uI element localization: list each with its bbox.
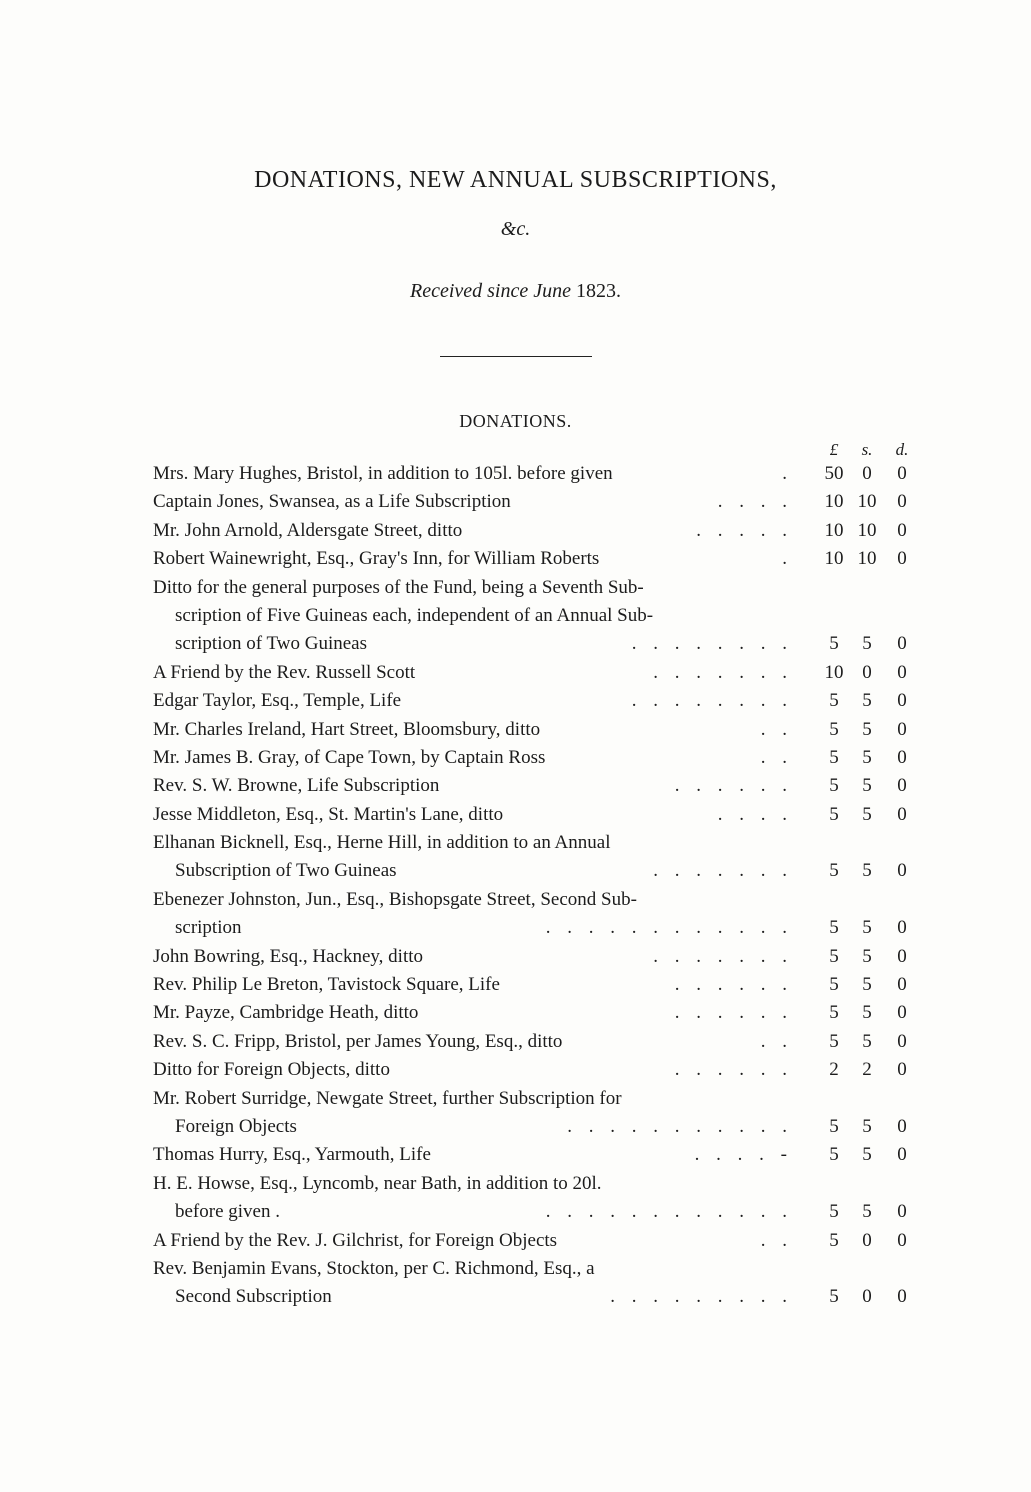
- pounds-amount: 5: [829, 775, 839, 797]
- donation-entry: [0, 1227, 1031, 1255]
- pence-amount: 0: [897, 1115, 907, 1137]
- entry-line: [0, 545, 1031, 573]
- leader-dots: . .: [760, 746, 793, 768]
- shillings-header: s.: [861, 440, 873, 459]
- entry-line: [0, 460, 1031, 488]
- pence-amount: 0: [897, 945, 907, 967]
- donation-entry: [0, 1085, 1031, 1142]
- entry-line: [0, 999, 1031, 1027]
- leader-dots: . . . . . . . . . . . .: [545, 1201, 793, 1223]
- leader-dots: . . . . .: [696, 519, 793, 541]
- leader-dots: . . . . . .: [674, 1059, 793, 1081]
- entry-text: Foreign Objects: [175, 1115, 297, 1137]
- shillings-amount: 5: [862, 1030, 872, 1052]
- pence-amount: 0: [897, 718, 907, 740]
- shillings-amount: 10: [857, 491, 877, 513]
- shillings-amount: 5: [862, 690, 872, 712]
- entry-line: [0, 574, 1031, 602]
- entry-text: Mr. Robert Surridge, Newgate Street, further Subscription for: [153, 1087, 622, 1109]
- shillings-amount: 5: [862, 1144, 872, 1166]
- entry-line: [0, 716, 1031, 744]
- donation-entry: [0, 772, 1031, 800]
- donation-entry: [0, 1028, 1031, 1056]
- donation-entry: [0, 488, 1031, 516]
- entry-text: Mr. Charles Ireland, Hart Street, Bloomsbury, ditto: [153, 718, 541, 740]
- entry-text: Rev. Philip Le Breton, Tavistock Square, Life: [153, 974, 500, 996]
- pence-amount: 0: [897, 746, 907, 768]
- entry-text: Thomas Hurry, Esq., Yarmouth, Life: [153, 1144, 431, 1166]
- entry-text: Jesse Middleton, Esq., St. Martin's Lane, ditto: [153, 803, 504, 825]
- entry-text: John Bowring, Esq., Hackney, ditto: [153, 945, 424, 967]
- pounds-amount: 10: [824, 548, 844, 570]
- entry-text: Mrs. Mary Hughes, Bristol, in addition to 105l. before given: [153, 463, 613, 484]
- pence-amount: 0: [897, 803, 907, 825]
- entry-line: [0, 914, 1031, 942]
- pence-amount: 0: [897, 917, 907, 939]
- donation-entry: [0, 716, 1031, 744]
- leader-dots: . . . . . . .: [653, 945, 793, 967]
- pence-amount: 0: [897, 775, 907, 797]
- pence-amount: 0: [897, 519, 907, 541]
- pence-amount: 0: [897, 1201, 907, 1223]
- pence-amount: 0: [897, 860, 907, 882]
- entry-line: [0, 602, 1031, 630]
- entry-text: Rev. S. W. Browne, Life Subscription: [153, 775, 440, 797]
- section-title: DONATIONS.: [459, 411, 572, 431]
- donation-entry: [0, 999, 1031, 1027]
- entry-line: [0, 630, 1031, 658]
- leader-dots: .: [782, 463, 793, 484]
- leader-dots: . . . . -: [694, 1144, 793, 1166]
- shillings-amount: 5: [862, 775, 872, 797]
- shillings-amount: 5: [862, 803, 872, 825]
- leader-dots: . . . . . . . . .: [610, 1286, 793, 1308]
- entry-text: Rev. S. C. Fripp, Bristol, per James Young, Esq., ditto: [153, 1030, 563, 1052]
- entry-text: Elhanan Bicknell, Esq., Herne Hill, in addition to an Annual: [153, 832, 611, 854]
- entry-line: [0, 943, 1031, 971]
- pence-amount: 0: [897, 1002, 907, 1024]
- leader-dots: .: [782, 548, 793, 570]
- entry-text: Mr. John Arnold, Aldersgate Street, ditto: [153, 519, 463, 541]
- shillings-amount: 0: [862, 463, 872, 484]
- entry-line: [0, 1113, 1031, 1141]
- entry-line: [0, 1198, 1031, 1226]
- donation-entry: [0, 545, 1031, 573]
- shillings-amount: 5: [862, 974, 872, 996]
- pounds-amount: 5: [829, 1144, 839, 1166]
- pence-header: d.: [895, 440, 909, 459]
- entry-line: [0, 1028, 1031, 1056]
- pounds-amount: 10: [824, 519, 844, 541]
- entry-line: [0, 1056, 1031, 1084]
- pence-amount: 0: [897, 548, 907, 570]
- entry-line: [0, 801, 1031, 829]
- entry-line: [0, 744, 1031, 772]
- entry-line: [0, 886, 1031, 914]
- entry-line: [0, 971, 1031, 999]
- entry-text: before given .: [175, 1201, 280, 1223]
- leader-dots: . . . . . . .: [653, 661, 793, 683]
- pence-amount: 0: [897, 1229, 907, 1251]
- page-heading: DONATIONS, NEW ANNUAL SUBSCRIPTIONS,: [254, 167, 777, 193]
- pounds-amount: 5: [829, 746, 839, 768]
- entry-text: Robert Wainewright, Esq., Gray's Inn, for William Roberts: [153, 548, 600, 570]
- pence-amount: 0: [897, 491, 907, 513]
- shillings-amount: 0: [862, 1286, 872, 1308]
- entry-text: A Friend by the Rev. J. Gilchrist, for Foreign Objects: [153, 1229, 558, 1251]
- entry-text: Mr. James B. Gray, of Cape Town, by Captain Ross: [153, 746, 546, 768]
- leader-dots: . . . . . . . .: [631, 633, 793, 655]
- shillings-amount: 5: [862, 633, 872, 655]
- shillings-amount: 0: [862, 1229, 872, 1251]
- leader-dots: . . . . . .: [674, 1002, 793, 1024]
- pounds-amount: 5: [829, 945, 839, 967]
- pounds-amount: 5: [829, 690, 839, 712]
- entry-text: scription: [175, 917, 242, 939]
- leader-dots: . . . . . . .: [653, 860, 793, 882]
- entry-line: [0, 1085, 1031, 1113]
- pounds-amount: 5: [829, 803, 839, 825]
- currency-column-headers: [0, 440, 1031, 460]
- entry-text: Edgar Taylor, Esq., Temple, Life: [153, 690, 402, 712]
- entry-line: [0, 1141, 1031, 1169]
- pounds-amount: 5: [829, 1229, 839, 1251]
- pounds-amount: 5: [829, 1030, 839, 1052]
- pounds-amount: 50: [824, 463, 844, 484]
- donation-entry: [0, 829, 1031, 886]
- pence-amount: 0: [897, 1144, 907, 1166]
- entry-text: scription of Two Guineas: [175, 633, 367, 655]
- donation-entry: [0, 1141, 1031, 1169]
- shillings-amount: 10: [857, 548, 877, 570]
- entry-text: Ditto for Foreign Objects, ditto: [153, 1059, 390, 1081]
- shillings-amount: 0: [862, 661, 872, 683]
- donation-entry: [0, 886, 1031, 943]
- shillings-amount: 5: [862, 746, 872, 768]
- leader-dots: . . . .: [717, 803, 793, 825]
- pounds-header: £: [829, 440, 839, 459]
- shillings-amount: 5: [862, 860, 872, 882]
- donation-entry: [0, 687, 1031, 715]
- entry-line: [0, 829, 1031, 857]
- shillings-amount: 5: [862, 1201, 872, 1223]
- pence-amount: 0: [897, 1059, 907, 1081]
- leader-dots: . .: [760, 1229, 793, 1251]
- donation-entry: [0, 943, 1031, 971]
- pounds-amount: 5: [829, 1115, 839, 1137]
- pounds-amount: 5: [829, 718, 839, 740]
- donation-list: [0, 460, 1031, 1312]
- received-line: [0, 280, 1031, 303]
- entry-text: Ebenezer Johnston, Jun., Esq., Bishopsgate Street, Second Sub-: [153, 888, 637, 910]
- pounds-amount: 5: [829, 917, 839, 939]
- pounds-amount: 5: [829, 974, 839, 996]
- entry-line: [0, 772, 1031, 800]
- shillings-amount: 5: [862, 917, 872, 939]
- received-prefix: Received since June: [409, 280, 571, 302]
- donation-entry: [0, 1255, 1031, 1312]
- entry-text: H. E. Howse, Esq., Lyncomb, near Bath, in addition to 20l.: [153, 1172, 602, 1194]
- pence-amount: 0: [897, 463, 907, 484]
- shillings-amount: 5: [862, 718, 872, 740]
- donation-entry: [0, 517, 1031, 545]
- entry-line: [0, 1283, 1031, 1311]
- shillings-amount: 5: [862, 1002, 872, 1024]
- leader-dots: . . . . . . . . . . . .: [545, 917, 793, 939]
- leader-dots: . . . . . .: [674, 974, 793, 996]
- shillings-amount: 10: [857, 519, 877, 541]
- pence-amount: 0: [897, 661, 907, 683]
- pounds-amount: 5: [829, 1002, 839, 1024]
- divider-rule: [440, 356, 592, 357]
- donation-entry: [0, 1170, 1031, 1227]
- pence-amount: 0: [897, 1286, 907, 1308]
- shillings-amount: 2: [862, 1059, 872, 1081]
- entry-line: [0, 659, 1031, 687]
- pounds-amount: 5: [829, 1201, 839, 1223]
- pence-amount: 0: [897, 633, 907, 655]
- pounds-amount: 2: [829, 1059, 839, 1081]
- heading-etc: &c.: [500, 218, 531, 240]
- pounds-amount: 5: [829, 1286, 839, 1308]
- entry-text: Ditto for the general purposes of the Fund, being a Seventh Sub-: [153, 576, 644, 598]
- entry-text: Second Subscription: [175, 1286, 332, 1308]
- entry-line: [0, 1170, 1031, 1198]
- entry-line: [0, 1255, 1031, 1283]
- leader-dots: . . . .: [717, 491, 793, 513]
- entry-text: Captain Jones, Swansea, as a Life Subscription: [153, 491, 511, 513]
- donation-entry: [0, 971, 1031, 999]
- shillings-amount: 5: [862, 1115, 872, 1137]
- pence-amount: 0: [897, 974, 907, 996]
- pence-amount: 0: [897, 690, 907, 712]
- pounds-amount: 5: [829, 633, 839, 655]
- entry-line: [0, 488, 1031, 516]
- entry-text: scription of Five Guineas each, independent of an Annual Sub-: [175, 604, 654, 626]
- donation-entry: [0, 1056, 1031, 1084]
- pounds-amount: 5: [829, 860, 839, 882]
- donation-entry: [0, 801, 1031, 829]
- donation-entry: [0, 744, 1031, 772]
- shillings-amount: 5: [862, 945, 872, 967]
- leader-dots: . .: [760, 1030, 793, 1052]
- entry-text: A Friend by the Rev. Russell Scott: [153, 661, 416, 683]
- entry-line: [0, 1227, 1031, 1255]
- pence-amount: 0: [897, 1030, 907, 1052]
- entry-text: Mr. Payze, Cambridge Heath, ditto: [153, 1002, 419, 1024]
- entry-text: Rev. Benjamin Evans, Stockton, per C. Richmond, Esq., a: [153, 1257, 595, 1279]
- donation-entry: [0, 574, 1031, 659]
- pounds-amount: 10: [824, 661, 844, 683]
- donation-entry: [0, 659, 1031, 687]
- entry-text: Subscription of Two Guineas: [175, 860, 397, 882]
- donation-entry: [0, 460, 1031, 488]
- leader-dots: . . . . . . . . . . .: [567, 1115, 793, 1137]
- pounds-amount: 10: [824, 491, 844, 513]
- received-year: 1823.: [576, 280, 621, 302]
- entry-line: [0, 687, 1031, 715]
- leader-dots: . . . . . . . .: [631, 690, 793, 712]
- leader-dots: . .: [760, 718, 793, 740]
- leader-dots: . . . . . .: [674, 775, 793, 797]
- entry-line: [0, 517, 1031, 545]
- entry-line: [0, 857, 1031, 885]
